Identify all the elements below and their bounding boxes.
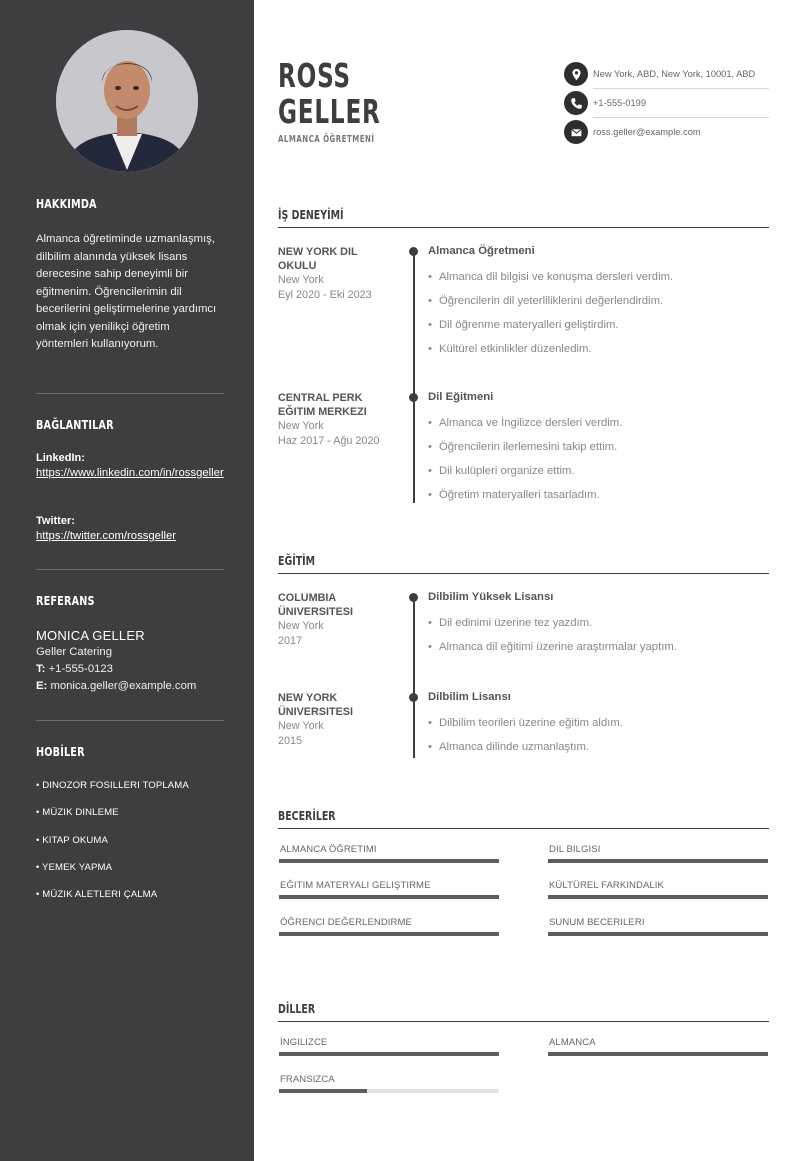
reference-email: monica.geller@example.com — [50, 680, 197, 692]
experience-heading: İŞ DENEYİMİ — [278, 207, 344, 222]
skill-item — [279, 880, 499, 899]
job-title: ALMANCA ÖĞRETMENİ — [278, 134, 375, 145]
timeline-dot — [409, 693, 418, 702]
skill-bar-fill — [279, 895, 499, 899]
profile-photo — [56, 30, 198, 172]
job-bullet: • Öğrencilerin ilerlemesini takip ettim. — [428, 441, 617, 453]
language-item — [279, 1037, 499, 1056]
skill-label: ÖĞRENCI DEĞERLENDIRME — [280, 917, 412, 928]
job-role: Dil Eğitmeni — [428, 391, 494, 403]
reference-phone: +1-555-0123 — [48, 663, 113, 675]
skill-bar-fill — [548, 932, 768, 936]
contact-phone — [564, 91, 769, 115]
language-label: FRANSIZCA — [280, 1074, 335, 1085]
skill-bar-track — [548, 932, 768, 936]
reference-phone-label: T: — [36, 663, 46, 675]
twitter-label: Twitter: — [36, 515, 75, 527]
reference-name: MONICA GELLER — [36, 628, 145, 643]
skill-label: KÜLTÜREL FARKINDALIK — [549, 880, 664, 891]
skill-bar-track — [279, 859, 499, 863]
language-bar-fill — [548, 1052, 768, 1056]
email-text[interactable]: ross.geller@example.com — [593, 127, 701, 137]
linkedin-link[interactable]: https://www.linkedin.com/in/rossgeller — [36, 467, 224, 479]
first-name: ROSS — [278, 56, 351, 95]
links-section — [36, 417, 224, 432]
education-bullet: • Dil edinimi üzerine tez yazdım. — [428, 617, 592, 629]
reference-section — [36, 593, 224, 608]
job-bullet: • Kültürel etkinlikler düzenledim. — [428, 343, 592, 355]
skill-item — [548, 880, 768, 899]
sidebar — [0, 0, 254, 1161]
education-bullet: • Almanca dilinde uzmanlaştım. — [428, 741, 589, 753]
language-bar-track — [279, 1052, 499, 1056]
graduation-date: 2015 — [278, 735, 303, 747]
sidebar-divider — [36, 393, 224, 394]
education-entry-meta — [278, 691, 398, 749]
experience-entry-meta — [278, 245, 398, 303]
about-section — [36, 196, 224, 211]
reference-company: Geller Catering — [36, 646, 112, 658]
employer-name: NEW YORK DIL OKULU — [278, 246, 358, 272]
education-bullet: • Dilbilim teorileri üzerine eğitim aldım. — [428, 717, 623, 729]
section-divider — [278, 573, 769, 574]
education-heading: EĞİTİM — [278, 553, 316, 568]
graduation-date: 2017 — [278, 635, 303, 647]
hobbies-section — [36, 744, 224, 759]
skill-bar-fill — [279, 859, 499, 863]
timeline-dot — [409, 247, 418, 256]
linkedin-link-block — [36, 452, 224, 481]
about-text: Almanca öğretiminde uzmanlaşmış, dilbilim alanında yüksek lisans derecesine sahip deneyimli bir eğitmenim. Öğrencilerimin dil becerilerini geliştirmelerine yardımcı olmak için yenilikçi öğretim yöntemleri kullanıyorum. — [36, 233, 217, 350]
hobby-item: • MÜZIK DINLEME — [36, 807, 119, 819]
skill-label: SUNUM BECERILERI — [549, 917, 645, 928]
skill-bar-fill — [548, 895, 768, 899]
address-text: New York, ABD, New York, 10001, ABD — [593, 69, 756, 79]
skill-bar-track — [548, 895, 768, 899]
skill-label: EĞITIM MATERYALI GELIŞTIRME — [280, 880, 431, 891]
section-divider — [278, 828, 769, 829]
skill-bar-fill — [279, 932, 499, 936]
phone-text: +1-555-0199 — [593, 98, 646, 108]
language-item — [279, 1074, 499, 1093]
language-label: İNGILIZCE — [280, 1037, 328, 1048]
skill-bar-track — [279, 895, 499, 899]
reference-details — [36, 628, 224, 695]
skill-label: DIL BILGISI — [549, 844, 601, 855]
job-bullet: • Almanca ve İngilizce dersleri verdim. — [428, 417, 622, 429]
employer-name: CENTRAL PERK EĞITIM MERKEZI — [278, 392, 367, 418]
job-bullet: • Dil öğrenme materyalleri geliştirdim. — [428, 319, 619, 331]
contact-address — [564, 62, 769, 86]
section-divider — [278, 1021, 769, 1022]
experience-timeline — [413, 251, 415, 503]
language-label: ALMANCA — [549, 1037, 596, 1048]
school-name: COLUMBIA ÜNIVERSITESI — [278, 592, 353, 618]
employment-date: Eyl 2020 - Eki 2023 — [278, 289, 372, 301]
phone-icon — [564, 91, 588, 115]
job-bullet: • Almanca dil bilgisi ve konuşma dersleri verdim. — [428, 271, 673, 283]
job-bullet: • Dil kulüpleri organize ettim. — [428, 465, 575, 477]
school-location: New York — [278, 620, 324, 632]
education-entry-meta — [278, 591, 398, 649]
languages-heading: DİLLER — [278, 1001, 316, 1016]
section-divider — [278, 227, 769, 228]
timeline-dot — [409, 393, 418, 402]
sidebar-divider — [36, 720, 224, 721]
experience-entry-meta — [278, 391, 398, 449]
links-heading: BAĞLANTILAR — [36, 417, 114, 432]
language-bar-track — [279, 1089, 499, 1093]
hobby-item: • MÜZIK ALETLERI ÇALMA — [36, 889, 158, 901]
degree-name: Dilbilim Yüksek Lisansı — [428, 591, 554, 603]
skill-item — [279, 917, 499, 936]
email-icon — [564, 120, 588, 144]
language-bar-fill — [279, 1089, 367, 1093]
twitter-link-block — [36, 515, 224, 544]
job-bullet: • Öğretim materyalleri tasarladım. — [428, 489, 600, 501]
contact-divider — [593, 117, 769, 118]
about-heading: HAKKIMDA — [36, 196, 97, 211]
employment-date: Haz 2017 - Ağu 2020 — [278, 435, 380, 447]
skill-label: ALMANCA ÖĞRETIMI — [280, 844, 377, 855]
linkedin-label: LinkedIn: — [36, 452, 85, 464]
skill-item — [548, 917, 768, 936]
skill-bar-track — [548, 859, 768, 863]
school-name: NEW YORK ÜNIVERSITESI — [278, 692, 353, 718]
twitter-link[interactable]: https://twitter.com/rossgeller — [36, 530, 177, 542]
reference-phone-row — [36, 661, 224, 678]
contact-email — [564, 120, 769, 144]
language-bar-fill — [279, 1052, 499, 1056]
sidebar-divider — [36, 569, 224, 570]
reference-email-label: E: — [36, 680, 48, 692]
candidate-name — [278, 58, 381, 130]
location-icon — [564, 62, 588, 86]
timeline-dot — [409, 593, 418, 602]
reference-email-row — [36, 678, 224, 695]
hobbies-list — [36, 780, 224, 916]
skill-bar-track — [279, 932, 499, 936]
job-role: Almanca Öğretmeni — [428, 245, 535, 257]
language-bar-track — [548, 1052, 768, 1056]
degree-name: Dilbilim Lisansı — [428, 691, 511, 703]
profile-photo-illustration — [56, 30, 198, 172]
skill-item — [279, 844, 499, 863]
last-name: GELLER — [278, 92, 381, 131]
hobby-item: • YEMEK YAPMA — [36, 861, 113, 873]
skill-item — [548, 844, 768, 863]
school-location: New York — [278, 720, 324, 732]
employer-location: New York — [278, 274, 324, 286]
contact-divider — [593, 88, 769, 89]
hobbies-heading: HOBİLER — [36, 744, 85, 759]
language-item — [548, 1037, 768, 1056]
hobby-item: • DINOZOR FOSILLERI TOPLAMA — [36, 780, 189, 791]
education-timeline — [413, 597, 415, 758]
skills-heading: BECERİLER — [278, 808, 336, 823]
skill-bar-fill — [548, 859, 768, 863]
job-bullet: • Öğrencilerin dil yeterliliklerini değerlendirdim. — [428, 295, 663, 307]
reference-heading: REFERANS — [36, 593, 95, 608]
hobby-item: • KITAP OKUMA — [36, 834, 109, 846]
employer-location: New York — [278, 420, 324, 432]
education-bullet: • Almanca dil eğitimi üzerine araştırmalar yaptım. — [428, 641, 677, 653]
